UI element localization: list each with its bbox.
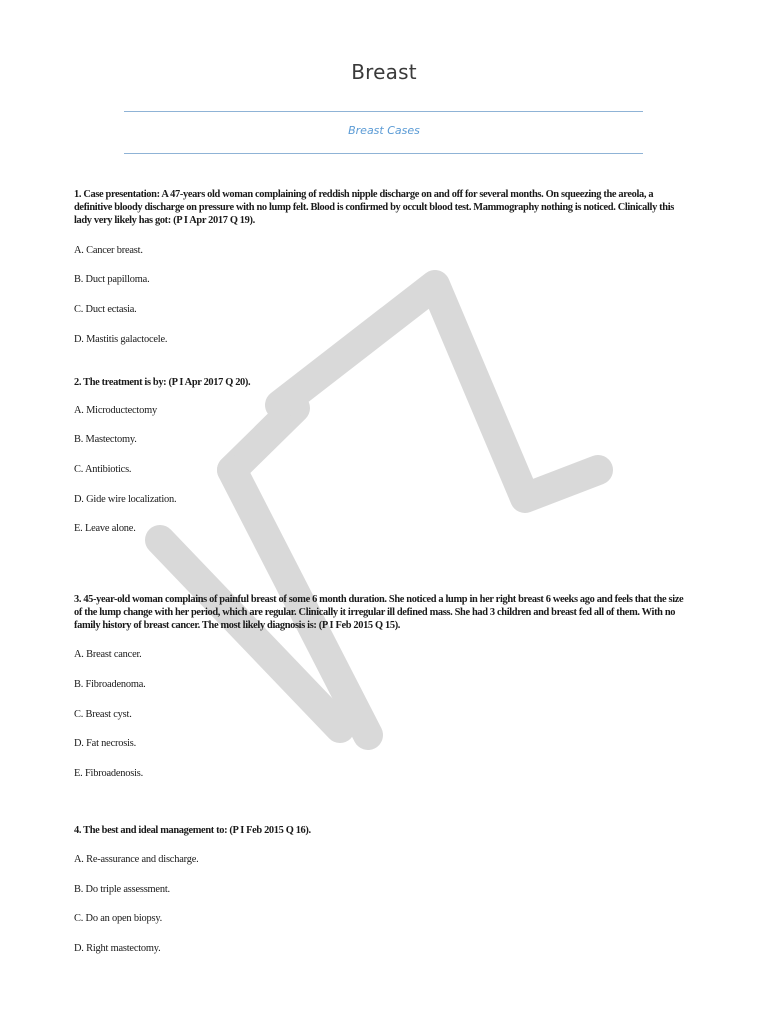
page-title: Breast xyxy=(351,60,417,84)
question-1-option-b[interactable]: B. Duct papilloma. xyxy=(74,274,150,285)
question-1-option-c[interactable]: C. Duct ectasia. xyxy=(74,304,137,315)
watermark-k-arm xyxy=(232,408,295,470)
section-subtitle: Breast Cases xyxy=(348,124,420,137)
question-3-option-b[interactable]: B. Fibroadenoma. xyxy=(74,679,146,690)
question-4-option-c[interactable]: C. Do an open biopsy. xyxy=(74,913,163,924)
question-4-text: 4. The best and ideal management to: (P I Feb 2015 Q 16). xyxy=(74,825,311,836)
question-3-option-a[interactable]: A. Breast cancer. xyxy=(74,649,142,660)
question-1-option-a[interactable]: A. Cancer breast. xyxy=(74,245,143,256)
question-2-option-e[interactable]: E. Leave alone. xyxy=(74,523,136,534)
question-2-option-c[interactable]: C. Antibiotics. xyxy=(74,464,132,475)
question-3-text: 3. 45-year-old woman complains of painful breast of some 6 month duration. She noticed a lump in her right breast 6 weeks ago and feels that the size of the lump change with her period, which are regular. Clinically it irregular ill defined mass. She had 3 children and breast fed all of them. With no family history of breast cancer. The most likely diagnosis is: (P I Feb 2015 Q 15). xyxy=(74,594,684,631)
title-top-rule xyxy=(124,111,643,112)
question-2-text: 2. The treatment is by: (P I Apr 2017 Q 20). xyxy=(74,377,251,388)
watermark-k-stem xyxy=(160,540,340,728)
question-2-option-a[interactable]: A. Microductectomy xyxy=(74,405,157,416)
question-2-option-d[interactable]: D. Gide wire localization. xyxy=(74,494,177,505)
question-1-option-d[interactable]: D. Mastitis galactocele. xyxy=(74,334,168,345)
question-4-option-a[interactable]: A. Re-assurance and discharge. xyxy=(74,854,199,865)
question-4-option-b[interactable]: B. Do triple assessment. xyxy=(74,884,170,895)
title-bottom-rule xyxy=(124,153,643,154)
question-1-text: 1. Case presentation: A 47-years old woman complaining of reddish nipple discharge on and off for several months. On squeezing the areola, a definitive bloody discharge on pressure with no lump felt. Blood is confirmed by occult blood test. Mammography nothing is noticed. Clinically this lady very likely has got: (P I Apr 2017 Q 19). xyxy=(74,189,674,226)
question-3-option-e[interactable]: E. Fibroadenosis. xyxy=(74,768,144,779)
question-2-option-b[interactable]: B. Mastectomy. xyxy=(74,434,137,445)
question-3-option-c[interactable]: C. Breast cyst. xyxy=(74,709,132,720)
question-4-option-d[interactable]: D. Right mastectomy. xyxy=(74,943,161,954)
question-3-option-d[interactable]: D. Fat necrosis. xyxy=(74,738,137,749)
watermark-m xyxy=(280,285,598,498)
